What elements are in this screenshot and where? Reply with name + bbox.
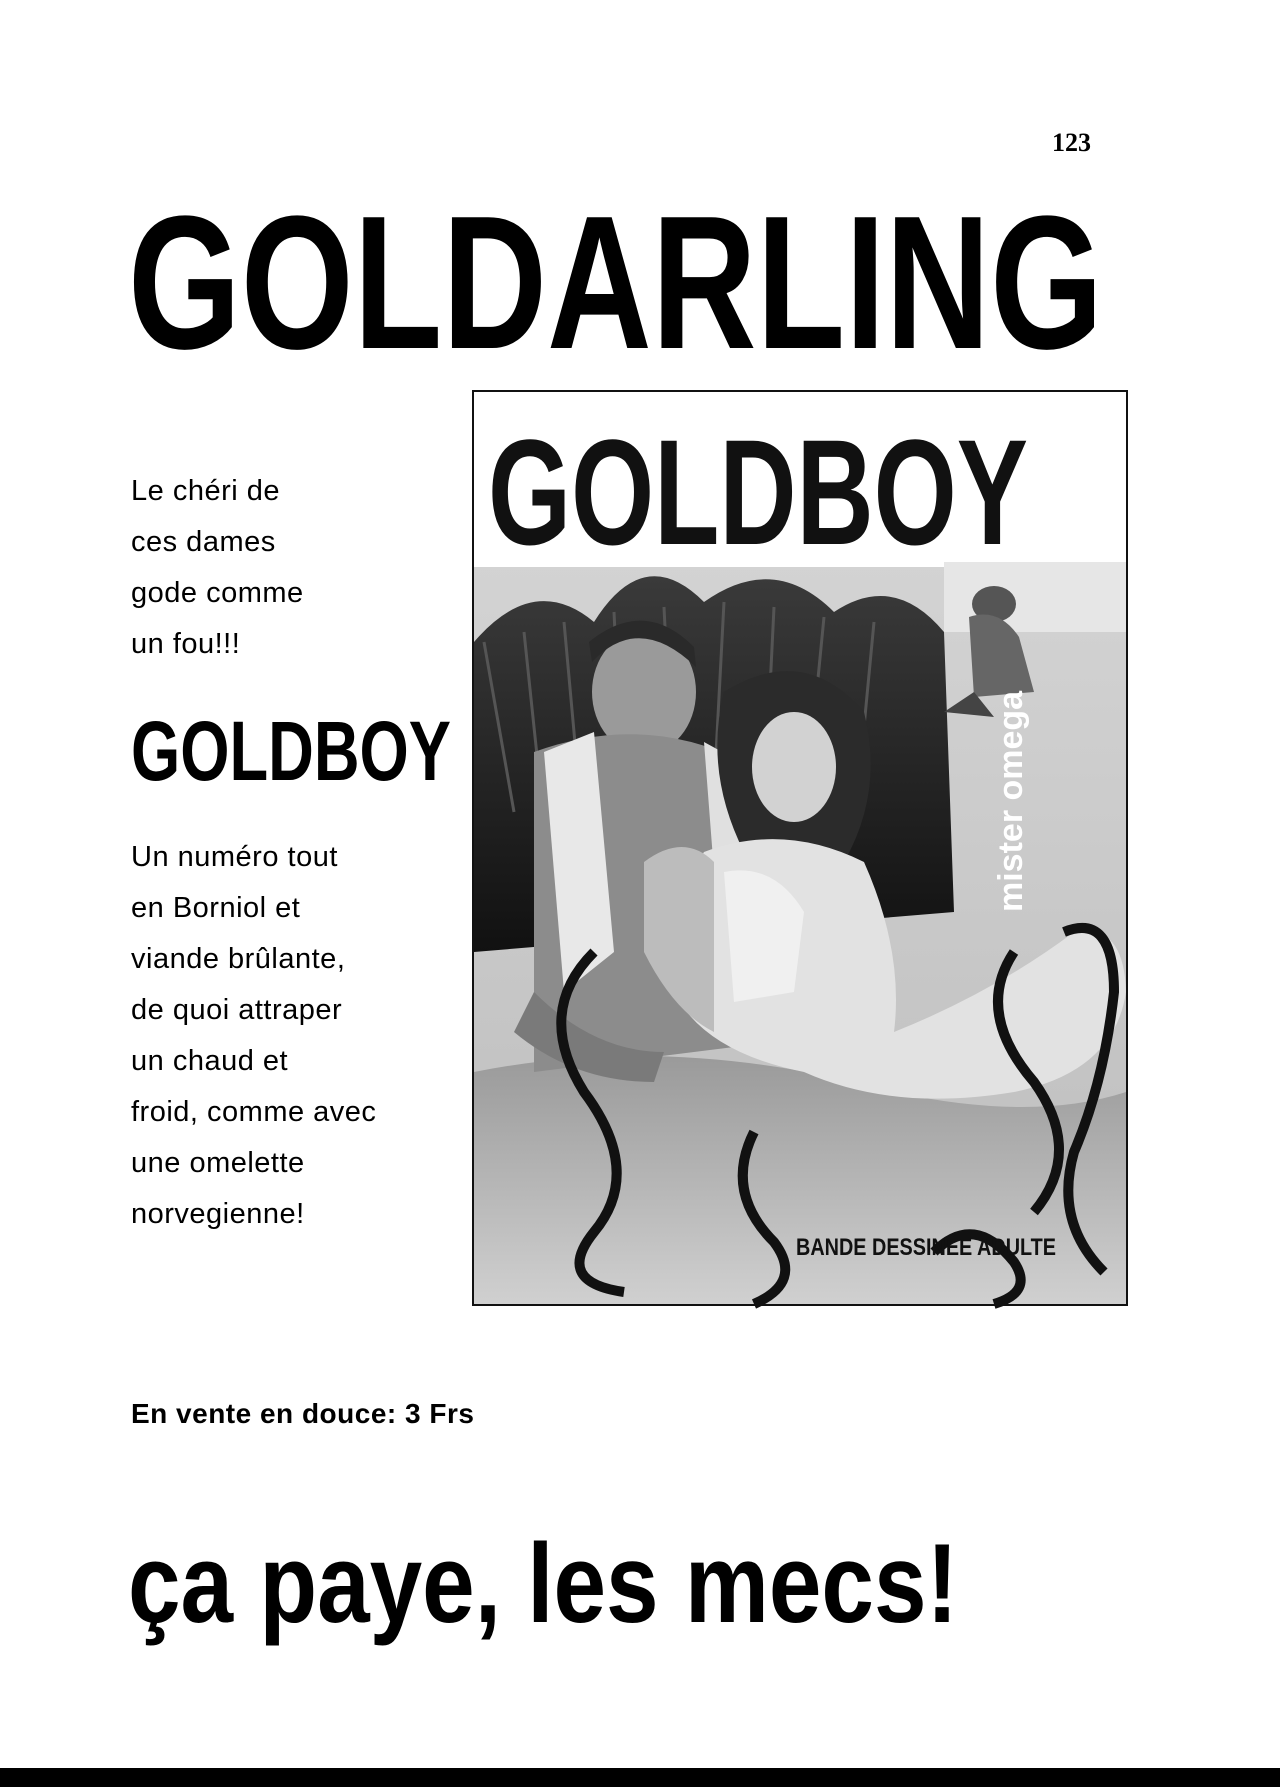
headline-text: GOLDARLING [128, 177, 1103, 389]
page-headline [128, 158, 1108, 389]
body-line: de quoi attraper [131, 994, 343, 1026]
sub-title [131, 700, 456, 798]
body-line: norvegienne! [131, 1198, 305, 1230]
body-line: viande brûlante, [131, 943, 346, 975]
slogan [128, 1510, 988, 1646]
intro-line: gode comme [131, 577, 304, 609]
sub-title-text: GOLDBOY [131, 704, 451, 798]
body-line: en Borniol et [131, 892, 301, 924]
intro-line: un fou!!! [131, 628, 241, 660]
cover-side-text: mister omega [992, 690, 1030, 912]
intro-line: Le chéri de [131, 475, 280, 507]
page-number: 123 [1052, 128, 1091, 157]
body-line: Un numéro tout [131, 841, 338, 873]
body-line: une omelette [131, 1147, 305, 1179]
slogan-text: ça paye, les mecs! [128, 1521, 958, 1646]
intro-line: ces dames [131, 526, 276, 558]
cover-footer-text: BANDE DESSINÉE ADULTE [796, 1234, 1111, 1261]
intro-text [131, 466, 451, 670]
cover-title: GOLDBOY [488, 408, 1028, 576]
body-line: froid, comme avec [131, 1096, 377, 1128]
price-line: En vente en douce: 3 Frs [131, 1398, 475, 1429]
comic-cover-image [472, 390, 1128, 1306]
body-copy [131, 832, 461, 1240]
body-line: un chaud et [131, 1045, 289, 1077]
page-bottom-edge [0, 1768, 1280, 1787]
